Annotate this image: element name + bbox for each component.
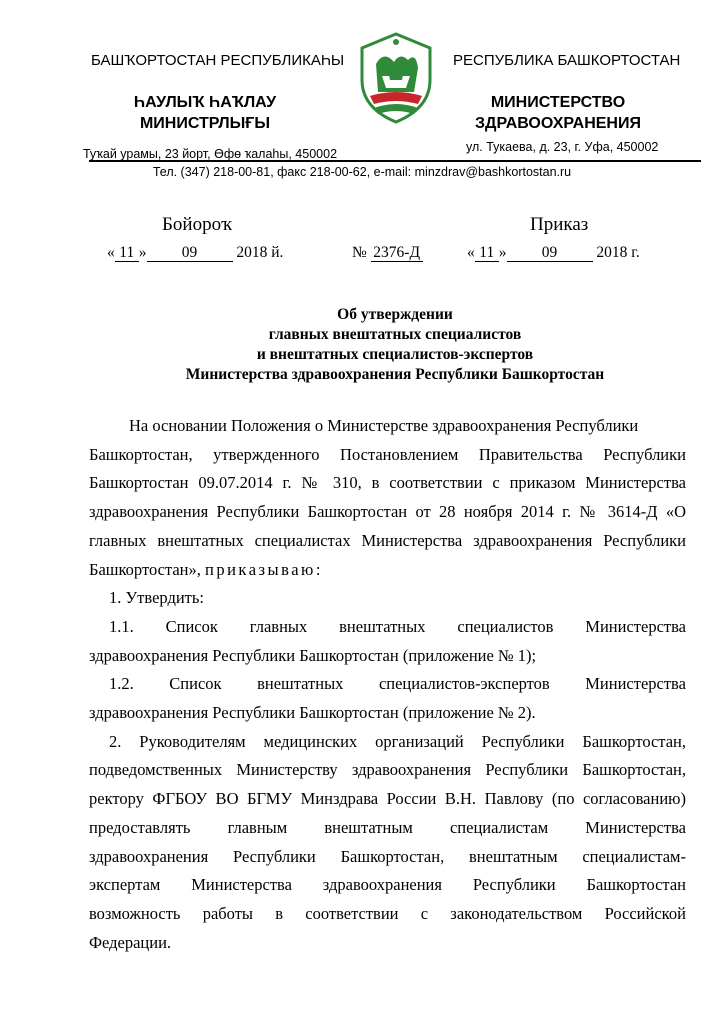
header-right-country: РЕСПУБЛИКА БАШКОРТОСТАН [453,52,681,69]
order-date-left [107,244,283,262]
item-2-word: специалистам [449,817,549,837]
item-2-word: Башкортостан, [340,846,445,866]
item-2-word: Российской [604,903,686,923]
item-1-1-word: специалистов [457,616,554,636]
item-1-2-word: Список [169,674,222,694]
item-2-word: возможность [89,903,181,923]
header-left-ministry-line2: МИНИСТРЛЫҒЫ [139,115,271,132]
item-1-2-line1 [109,670,686,699]
date-month-right: 09 [507,244,593,262]
paragraph-basis-line3: Башкортостан 09.07.2014 г. № 310, в соответствии с приказом Министерства [89,473,686,493]
order-number-value: 2376-Д [371,244,423,262]
order-number [352,244,423,262]
item-2-line8: Федерации. [89,932,172,952]
paragraph-basis-line4: здравоохранения Республики Башкортостан от 28 ноября 2014 г. № 3614-Д «О [89,502,686,522]
order-caption-bashkir: Бойороҡ [162,214,232,235]
order-title-line3: и внештатных специалистов-экспертов [256,346,534,363]
order-title-line4: Министерства здравоохранения Республики Башкортостан [185,366,605,383]
item-2-word: внештатным [324,817,413,837]
item-1-1-word: Список [165,616,218,636]
item-2-word: соответствии [305,903,399,923]
paragraph-basis-line6-start: Башкортостан», [89,559,201,579]
item-2-word: Республики [232,846,316,866]
order-command-word: приказываю: [205,559,323,579]
item-2-line4 [89,814,686,843]
item-2-word: с [420,903,429,923]
item-2-line3: ректору ФГБОУ ВО БГМУ Минздрава России В.Н. Павлову (по согласованию) [89,789,686,809]
header-right-ministry-line1: МИНИСТЕРСТВО [490,94,626,111]
item-2-line5 [89,843,686,872]
date-day-left: 11 [115,244,139,262]
header-right-address: ул. Тукаева, д. 23, г. Уфа, 450002 [466,140,659,154]
item-1-1-word: внештатных [339,616,426,636]
item-2-line6 [89,871,686,900]
item-2-word: здравоохранения [322,875,442,895]
item-1-1-word: Министерства [585,616,686,636]
item-2-word: экспертам [89,875,161,895]
item-1: 1. Утвердить: [109,588,204,608]
item-2-word: Министерства [191,875,292,895]
item-1-1-word: 1.1. [109,616,134,636]
item-2-word: законодательством [450,903,583,923]
item-1-1-line2: здравоохранения Республики Башкортостан (приложение № 1); [89,645,537,665]
item-1-2-word: специалистов-экспертов [378,674,550,694]
item-2-word: здравоохранения [89,846,209,866]
date-year-left: 2018 й. [236,244,284,261]
date-year-right: 2018 г. [596,244,640,261]
item-1-1-line1 [109,613,686,642]
item-1-2-word: внештатных [257,674,344,694]
item-2-word: главным [227,817,288,837]
header-left-ministry-line1: ҺАУЛЫҠ ҺАҠЛАУ [133,94,277,111]
item-2-word: работы [202,903,253,923]
order-date-right [467,244,640,262]
header-right-ministry [458,92,658,134]
paragraph-basis-line5: главных внештатных специалистах Министерства здравоохранения Республики [89,530,686,550]
header-right-ministry-line2: ЗДРАВООХРАНЕНИЯ [475,115,641,132]
item-2-word: в [275,903,284,923]
order-caption-russian: Приказ [530,214,589,235]
date-quote-open: « [467,244,475,261]
item-1-1-word: главных [249,616,308,636]
item-2-line2: подведомственных Министерству здравоохранения Республики Башкортостан, [89,760,686,780]
header-left-ministry [105,92,305,134]
date-quote-close: » [138,244,147,261]
item-1-2-line2: здравоохранения Республики Башкортостан (приложение № 2). [89,703,536,723]
order-title-line1: Об утверждении [337,306,453,323]
item-2-word: внештатным [469,846,558,866]
item-2-word: предоставлять [89,817,191,837]
date-month-left: 09 [147,244,233,262]
item-2-line1: 2. Руководителям медицинских организаций Республики Башкортостан, [109,731,686,751]
date-quote-close: » [498,244,507,261]
item-2-line7 [89,900,686,929]
coat-of-arms-emblem [354,30,438,126]
date-quote-open: « [107,244,115,261]
paragraph-basis-line6 [89,556,686,585]
order-body [89,412,686,957]
header-contacts: Тел. (347) 218-00-81, факс 218-00-62, e-mail: minzdrav@bashkortostan.ru [152,165,572,179]
paragraph-basis-line1: На основании Положения о Министерстве здравоохранения Республики [129,416,639,435]
header-left-address: Туҡай урамы, 23 йорт, Өфө ҡалаһы, 450002 [83,147,338,161]
item-2-word: специалистам- [582,846,686,866]
item-2-word: Башкортостан [586,875,686,895]
item-2-word: Министерства [585,817,686,837]
coat-of-arms-icon [354,30,438,126]
item-2-word: Республики [472,875,556,895]
order-title-line2: главных внештатных специалистов [268,326,522,343]
date-day-right: 11 [475,244,499,262]
paragraph-basis-line2: Башкортостан, утвержденного Постановлением Правительства Республики [89,444,686,464]
header-divider [89,160,701,162]
item-1-2-word: Министерства [585,674,686,694]
header-left-country: БАШҠОРТОСТАН РЕСПУБЛИКАҺЫ [91,52,345,69]
order-title [90,305,700,385]
item-1-2-word: 1.2. [109,674,134,694]
order-number-prefix: № [352,244,367,261]
